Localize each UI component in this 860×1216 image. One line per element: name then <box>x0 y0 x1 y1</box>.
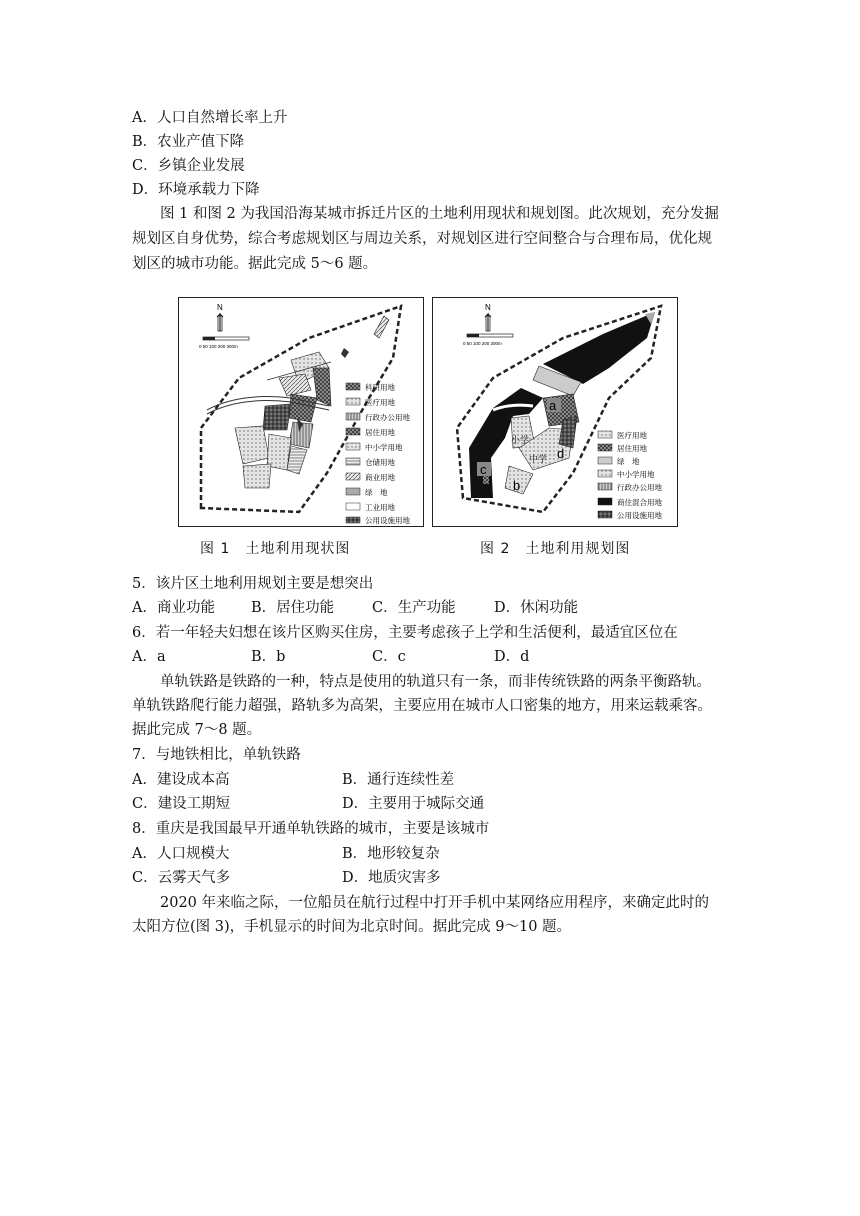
svg-text:0 50 100 200 300m: 0 50 100 200 300m <box>199 344 238 349</box>
q4-option-b: B．农业产值下降 <box>132 134 245 150</box>
intro3-line2: 太阳方位(图 3)，手机显示的时间为北京时间。据此完成 9～10 题。 <box>132 919 572 935</box>
q8-option-a: A．人口规模大 <box>132 846 230 862</box>
figure-2-caption: 图 2 土地利用规划图 <box>480 541 631 557</box>
q8-option-d: D．地质灾害多 <box>342 870 441 886</box>
intro1-line3: 划区的城市功能。据此完成 5～6 题。 <box>132 256 378 272</box>
svg-text:居住用地: 居住用地 <box>617 444 647 453</box>
figure-2-legend <box>598 430 662 520</box>
scale-bar-icon <box>463 334 513 346</box>
q4-option-d: D．环境承载力下降 <box>132 182 260 198</box>
q7-option-a: A．建设成本高 <box>132 772 230 788</box>
label-b: b <box>513 478 521 493</box>
svg-text:科研用地: 科研用地 <box>365 383 395 392</box>
svg-text:绿 地: 绿 地 <box>365 488 388 497</box>
q7-option-b: B．通行连续性差 <box>342 772 455 788</box>
svg-text:绿 地: 绿 地 <box>617 457 640 466</box>
scale-bar-icon <box>199 337 249 349</box>
svg-text:仓储用地: 仓储用地 <box>365 458 395 467</box>
q8-option-c: C．云雾天气多 <box>132 870 231 886</box>
svg-text:0 50 100 200 300m: 0 50 100 200 300m <box>463 341 502 346</box>
svg-text:行政办公用地: 行政办公用地 <box>617 483 662 492</box>
intro2-line3: 据此完成 7～8 题。 <box>132 722 262 738</box>
label-primary-school: 小学 <box>511 435 530 445</box>
q6-option-d: D．d <box>494 649 530 665</box>
q8-stem: 8．重庆是我国最早开通单轨铁路的城市，主要是该城市 <box>132 821 490 837</box>
svg-text:公用设施用地: 公用设施用地 <box>617 511 662 520</box>
q6-option-b: B．b <box>251 649 286 665</box>
label-c: c <box>480 462 487 477</box>
q5-option-c: C．生产功能 <box>372 600 456 616</box>
label-a: a <box>549 398 557 413</box>
q4-option-c: C．乡镇企业发展 <box>132 158 245 174</box>
svg-text:行政办公用地: 行政办公用地 <box>365 413 410 422</box>
svg-text:工业用地: 工业用地 <box>365 503 395 512</box>
figure-2-map <box>432 297 678 527</box>
q5-option-b: B．居住功能 <box>251 600 335 616</box>
q8-option-b: B．地形较复杂 <box>342 846 440 862</box>
svg-text:医疗用地: 医疗用地 <box>617 431 647 440</box>
svg-text:N: N <box>485 303 491 312</box>
svg-text:中小学用地: 中小学用地 <box>617 470 655 479</box>
q5-option-d: D．休闲功能 <box>494 600 579 616</box>
q5-option-a: A．商业功能 <box>132 600 215 616</box>
q4-option-a: A．人口自然增长率上升 <box>132 110 288 126</box>
north-arrow-icon <box>485 303 491 331</box>
svg-text:商业用地: 商业用地 <box>365 473 395 482</box>
figure-1-legend <box>346 382 410 525</box>
q7-option-c: C．建设工期短 <box>132 796 231 812</box>
label-middle-school: 中学 <box>529 454 548 464</box>
q6-stem: 6．若一年轻夫妇想在该片区购买住房，主要考虑孩子上学和生活便利，最适宜区位在 <box>132 625 678 641</box>
figure-1-map <box>178 297 424 527</box>
q6-option-a: A．a <box>132 649 166 665</box>
intro1-line2: 规划区自身优势，综合考虑规划区与周边关系，对规划区进行空间整合与合理布局，优化规 <box>132 231 712 247</box>
north-label: N <box>217 303 223 312</box>
q5-stem: 5．该片区土地利用规划主要是想突出 <box>132 576 374 592</box>
intro2-line2: 单轨铁路爬行能力超强，路轨多为高架，主要应用在城市人口密集的地方，用来运载乘客。 <box>132 698 712 714</box>
north-arrow-icon <box>217 303 223 331</box>
intro1-line1: 图 1 和图 2 为我国沿海某城市拆迁片区的土地利用现状和规划图。此次规划，充分发掘 <box>160 206 719 222</box>
intro3-line1: 2020 年来临之际，一位船员在航行过程中打开手机中某网络应用程序，来确定此时的 <box>160 895 710 911</box>
q7-option-d: D．主要用于城际交通 <box>342 796 485 812</box>
svg-text:商住混合用地: 商住混合用地 <box>617 498 662 507</box>
svg-text:医疗用地: 医疗用地 <box>365 398 395 407</box>
svg-text:中小学用地: 中小学用地 <box>365 443 403 452</box>
q6-option-c: C．c <box>372 649 406 665</box>
figure-1-caption: 图 1 土地利用现状图 <box>200 541 351 557</box>
svg-text:居住用地: 居住用地 <box>365 428 395 437</box>
q7-stem: 7．与地铁相比，单轨铁路 <box>132 747 301 763</box>
label-d: d <box>557 446 565 461</box>
intro2-line1: 单轨铁路是铁路的一种，特点是使用的轨道只有一条，而非传统铁路的两条平衡路轨。 <box>160 674 711 690</box>
svg-text:公用设施用地: 公用设施用地 <box>365 516 410 525</box>
